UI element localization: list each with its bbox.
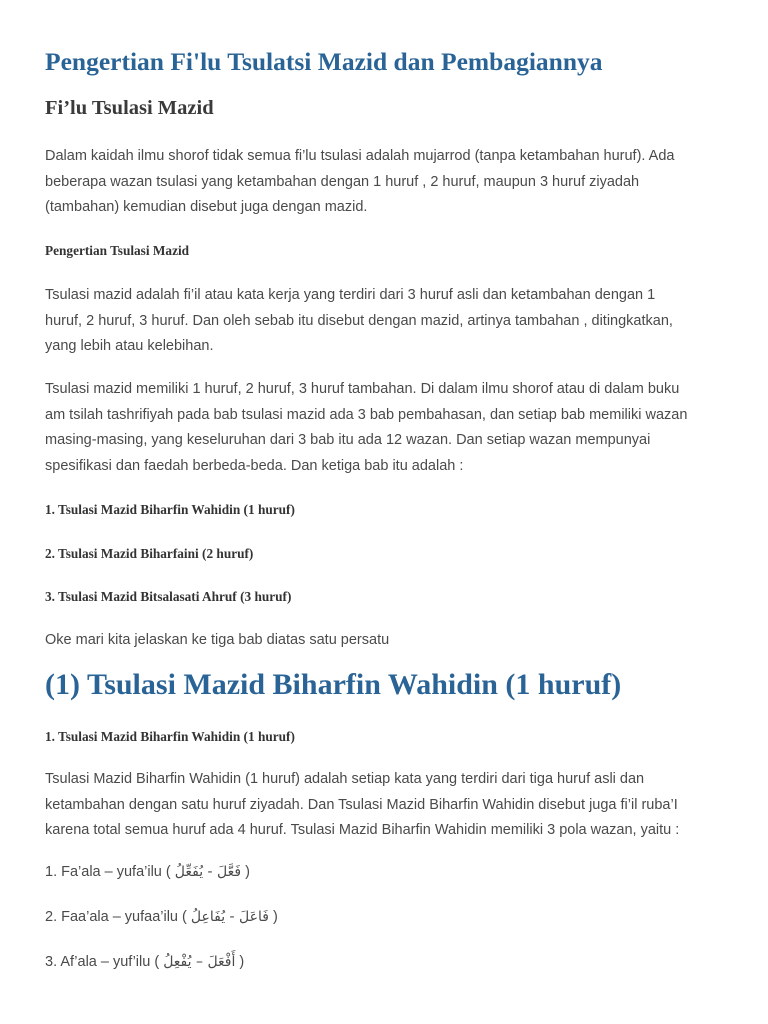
intro-line-1: Dalam kaidah ilmu shorof tidak semua fi’lu tsulasi adalah mujarrod (tanpa ketambahan huruf). Ada — [45, 148, 675, 164]
wazan-close: ) — [268, 909, 278, 925]
section1-line-1: Tsulasi Mazid Biharfin Wahidin (1 huruf) adalah setiap kata yang terdiri dari tiga huruf asli dan — [45, 771, 645, 787]
intro-line-2: beberapa wazan tsulasi yang ketambahan dengan 1 huruf , 2 huruf, maupun 3 huruf ziyadah — [45, 174, 640, 190]
types-line-3: masing-masing, yang keseluruhan dari 3 bab itu ada 12 wazan. Dan setiap wazan mempunyai — [45, 432, 651, 448]
wazan-close: ) — [241, 864, 250, 880]
section1-line-2: ketambahan dengan satu huruf ziyadah. Dan Tsulasi Mazid Biharfin Wahidin disebut juga fi’il ruba’I — [45, 797, 678, 813]
definition-line-1: Tsulasi mazid adalah fi’il atau kata kerja yang terdiri dari 3 huruf asli dan ketambahan dengan 1 — [45, 287, 656, 303]
types-line-1: Tsulasi mazid memiliki 1 huruf, 2 huruf, 3 huruf tambahan. Di dalam ilmu shorof atau di dalam buku — [45, 381, 680, 397]
definition-line-2: huruf, 2 huruf, 3 huruf. Dan oleh sebab itu disebut dengan mazid, artinya tambahan , ditingkatkan, — [45, 313, 673, 329]
section1-subheading: 1. Tsulasi Mazid Biharfin Wahidin (1 huruf) — [45, 729, 295, 744]
page-title: Pengertian Fi'lu Tsulatsi Mazid dan Pembagiannya — [45, 47, 603, 76]
wazan-latin: 2. Faa’ala – yufaa’ilu ( — [45, 909, 191, 925]
bab-item-2: 2. Tsulasi Mazid Biharfaini (2 huruf) — [45, 546, 254, 561]
definition-line-3: yang lebih atau kelebihan. — [45, 338, 214, 354]
section1-line-3: karena total semua huruf ada 4 huruf. Tsulasi Mazid Biharfin Wahidin memiliki 3 pola wazan, yaitu : — [45, 822, 680, 838]
transition-text: Oke mari kita jelaskan ke tiga bab diatas satu persatu — [45, 632, 390, 648]
wazan-close: ) — [235, 954, 245, 970]
wazan-item-1 — [45, 864, 250, 880]
definition-heading: Pengertian Tsulasi Mazid — [45, 243, 190, 258]
wazan-latin: 3. Af’ala – yuf’ilu ( — [45, 954, 164, 970]
wazan-arabic: أَفْعَلَ – يُفْعِلُ — [163, 954, 236, 970]
intro-line-3: (tambahan) kemudian disebut juga dengan mazid. — [45, 199, 368, 215]
section1-heading: (1) Tsulasi Mazid Biharfin Wahidin (1 huruf) — [45, 668, 622, 701]
bab-item-3: 3. Tsulasi Mazid Bitsalasati Ahruf (3 huruf) — [45, 589, 292, 604]
section-subtitle: Fi’lu Tsulasi Mazid — [45, 97, 214, 119]
bab-item-1: 1. Tsulasi Mazid Biharfin Wahidin (1 huruf) — [45, 502, 295, 517]
wazan-latin: 1. Fa’ala – yufa’ilu ( — [45, 864, 175, 880]
wazan-arabic: فَعَّلَ - يُفَعِّلُ — [174, 864, 242, 880]
types-line-4: spesifikasi dan faedah berbeda-beda. Dan ketiga bab itu adalah : — [45, 458, 464, 474]
types-line-2: am tsilah tashrifiyah pada bab tsulasi mazid ada 3 bab pembahasan, dan setiap bab memiliki wazan — [45, 407, 688, 423]
wazan-arabic: فَاعَلَ - يُفَاعِلُ — [190, 909, 269, 925]
wazan-item-3 — [45, 954, 244, 970]
wazan-item-2 — [45, 909, 278, 925]
